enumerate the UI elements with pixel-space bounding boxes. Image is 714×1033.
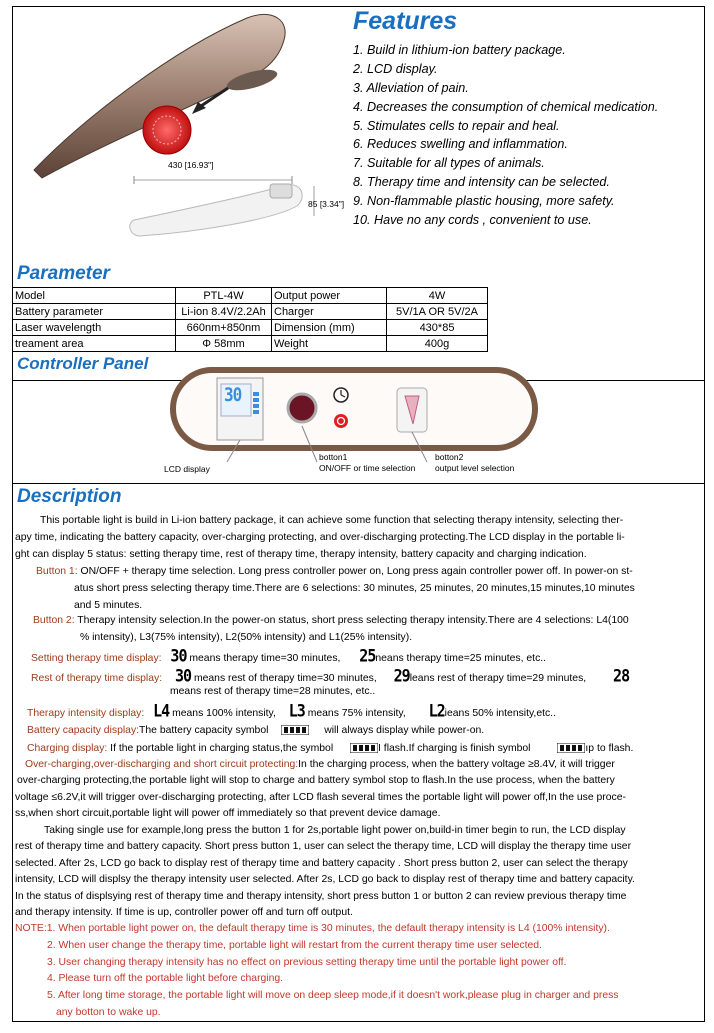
- button2-label: botton2: [435, 452, 464, 462]
- features-title: Features: [353, 7, 458, 35]
- text: ieans 50% intensity,etc..: [444, 708, 556, 719]
- text: neans therapy time=25 minutes, etc..: [375, 653, 547, 664]
- button2-desc-line: [33, 613, 629, 629]
- table-row: [13, 336, 488, 352]
- usage-line: intensity, LCD will displsy the therapy intensity user selected. After 2s, LCD go back to display rest of therapy time and battery capacity.: [15, 874, 635, 885]
- note-line: NOTE:1. When portable light power on, the default therapy time is 30 minutes, the default therapy intensity is L4 (100% intensity).: [15, 923, 610, 934]
- lcd-display-label: LCD display: [164, 464, 210, 474]
- note-line: any botton to wake up.: [56, 1007, 161, 1018]
- lcd-28-symbol: 28: [613, 665, 630, 687]
- lcd-digits: 30: [224, 383, 242, 406]
- button1-desc-line: and 5 minutes.: [74, 600, 143, 611]
- battery-display-line: [27, 723, 484, 739]
- note-line: 2. When user change the therapy time, portable light will restart from the current therapy time user selected.: [47, 940, 542, 951]
- button1-desc-line: atus short press selecting therapy time.There are 6 selections: 30 minutes, 25 minutes, 20 minutes,15 minutes,10 minutes: [74, 583, 635, 594]
- charging-display-line: [27, 741, 633, 757]
- feature-item: 2. LCD display.: [353, 61, 438, 76]
- table-cell: PTL-4W: [176, 288, 272, 304]
- table-cell: 430*85: [387, 320, 488, 336]
- protection-line: over-charging protecting,the portable light will stop to charge and battery symbol stop to flash.In the use process, when the battery: [17, 775, 615, 786]
- note-line: 3. User changing therapy intensity has no effect on previous setting therapy time until the portable light power off.: [47, 957, 567, 968]
- text: will always display while power-on.: [324, 725, 485, 736]
- setting-time-display-line: [31, 645, 547, 667]
- lcd-l3-symbol: L3: [288, 700, 305, 722]
- table-cell: Output power: [272, 288, 387, 304]
- text: leans rest of therapy time=29 minutes,: [409, 673, 587, 684]
- text: means 75% intensity,: [307, 708, 406, 719]
- feature-item: 6. Reduces swelling and inflammation.: [353, 137, 568, 152]
- button2-heading: Button 2:: [33, 615, 75, 626]
- lcd-25-symbol: 25: [359, 645, 376, 667]
- parameter-title: Parameter: [17, 263, 110, 284]
- lcd-29-symbol: 29: [393, 665, 410, 687]
- usage-line: Taking single use for example,long press the button 1 for 2s,portable light power on,build-in timer begin to run, the LCD display: [44, 825, 626, 836]
- protection-line: voltage ≤6.2V,it will trigger over-discharging protecting, after LCD flash several times the portable light will power off,In the use proce-: [15, 792, 626, 803]
- lcd-l2-symbol: L2: [428, 700, 445, 722]
- feature-item: 3. Alleviation of pain.: [353, 80, 469, 95]
- button1-label: botton1: [319, 452, 348, 462]
- device-illustration: [22, 10, 322, 265]
- feature-item: 1. Build in lithium-ion battery package.: [353, 43, 566, 57]
- text: means rest of therapy time=30 minutes,: [193, 673, 377, 684]
- controller-title: Controller Panel: [17, 354, 149, 373]
- text: ıp to flash.: [585, 743, 634, 754]
- table-cell: treament area: [13, 336, 176, 352]
- usage-line: selected. After 2s, LCD go back to display rest of therapy time and battery capacity . Short press button 2, user can select the therapy: [15, 858, 628, 869]
- table-cell: Charger: [272, 304, 387, 320]
- feature-item: 5. Stimulates cells to repair and heal.: [353, 118, 560, 133]
- text: means 100% intensity,: [172, 708, 276, 719]
- table-cell: Weight: [272, 336, 387, 352]
- battery-heading: Battery capacity display:: [27, 725, 140, 736]
- table-cell: 5V/1A OR 5V/2A: [387, 304, 488, 320]
- text: If the portable light in charging status,the symbol: [107, 743, 334, 754]
- intensity-heading: Therapy intensity display:: [27, 708, 145, 719]
- rest-time-display-line: means rest of therapy time=28 minutes, etc..: [170, 686, 376, 697]
- table-cell: 4W: [387, 288, 488, 304]
- table-cell: Model: [13, 288, 176, 304]
- table-row: [13, 304, 488, 320]
- button1-heading: Button 1:: [36, 566, 78, 577]
- text: In the charging process, when the battery voltage ≥8.4V, it will trigger: [298, 759, 615, 770]
- usage-line: rest of therapy time and battery capacity. Short press button 1, user can select the therapy time, LCD will display the therapy time user: [15, 841, 632, 852]
- lcd-30-symbol: 30: [175, 665, 192, 687]
- table-cell: Dimension (mm): [272, 320, 387, 336]
- table-cell: Battery parameter: [13, 304, 176, 320]
- feature-item: 10. Have no any cords , convenient to use.: [353, 213, 592, 228]
- battery-icon: [557, 743, 585, 753]
- feature-item: 9. Non-flammable plastic housing, more safety.: [353, 194, 615, 209]
- table-cell: Laser wavelength: [13, 320, 176, 336]
- text: Therapy intensity selection.In the power-on status, short press selecting therapy intensity.There are 4 selections: L4(100: [74, 615, 629, 626]
- setting-time-heading: Setting therapy time display:: [31, 653, 162, 664]
- table-row: [13, 288, 488, 304]
- section-divider: [12, 483, 705, 484]
- button1-desc-line: [36, 564, 633, 580]
- intro-line: This portable light is build in Li-ion battery package, it can achieve some function that selecting therapy intensity, selecting ther-: [40, 515, 624, 526]
- usage-line: and therapy intensity. If time is up, controller power off and turn off output.: [15, 907, 353, 918]
- dimension-height-label: 85 [3.34"]: [308, 199, 345, 209]
- usage-line: In the status of displsying rest of therapy time and therapy intensity, short press button 1 or button 2 can review previous therapy time: [15, 891, 627, 902]
- intro-line: ght can display 5 status: setting therapy time, rest of therapy time, therapy intensity, battery capacity and charging indication.: [15, 549, 587, 560]
- intensity-display-line: [27, 700, 556, 722]
- charging-heading: Charging display:: [27, 743, 108, 754]
- controller-panel-drawing: [165, 366, 545, 466]
- protection-line: ss,when short circuit,portable light will power off immediately so that prevent device damage.: [15, 808, 441, 819]
- intro-line: apy time, indicating the battery capacity, over-charging protecting, and over-discharging protecting.The LCD display in the portable li-: [15, 532, 625, 543]
- dimension-length-label: 430 [16.93"]: [168, 160, 214, 170]
- table-cell: 660nm+850nm: [176, 320, 272, 336]
- button2-desc-line: % intensity), L3(75% intensity), L2(50% intensity) and L1(25% intensity).: [80, 632, 413, 643]
- feature-item: 7. Suitable for all types of animals.: [353, 156, 545, 171]
- text: means therapy time=30 minutes,: [189, 653, 341, 664]
- button2-desc: output level selection: [435, 463, 515, 473]
- battery-icon: [281, 725, 309, 735]
- feature-item: 4. Decreases the consumption of chemical medication.: [353, 99, 659, 114]
- feature-item: 8. Therapy time and intensity can be selected.: [353, 175, 610, 190]
- table-cell: Li-ion 8.4V/2.2Ah: [176, 304, 272, 320]
- table-row: [13, 320, 488, 336]
- table-cell: Φ 58mm: [176, 336, 272, 352]
- features-list: [353, 41, 658, 230]
- note-line: 4. Please turn off the portable light before charging.: [47, 973, 284, 984]
- button1-desc: ON/OFF or time selection: [319, 463, 416, 473]
- text: The battery capacity symbol: [139, 725, 269, 736]
- parameter-table: [12, 287, 488, 352]
- battery-icon: [350, 743, 378, 753]
- rest-time-heading: Rest of therapy time display:: [31, 673, 163, 684]
- text: ON/OFF + therapy time selection. Long press controller power on, Long press again controller power off. In power-on st-: [77, 566, 633, 577]
- note-line: 5. After long time storage, the portable light will move on deep sleep mode,if it doesn't work,please plug in charger and press: [47, 990, 619, 1001]
- text: I flash.If charging is finish symbol: [378, 743, 531, 754]
- protection-line: [25, 757, 615, 773]
- protection-heading: Over-charging,over-discharging and short circuit protecting:: [25, 759, 299, 770]
- lcd-l4-symbol: L4: [153, 700, 170, 722]
- table-cell: 400g: [387, 336, 488, 352]
- lcd-30-symbol: 30: [170, 645, 187, 667]
- description-title: Description: [17, 486, 122, 507]
